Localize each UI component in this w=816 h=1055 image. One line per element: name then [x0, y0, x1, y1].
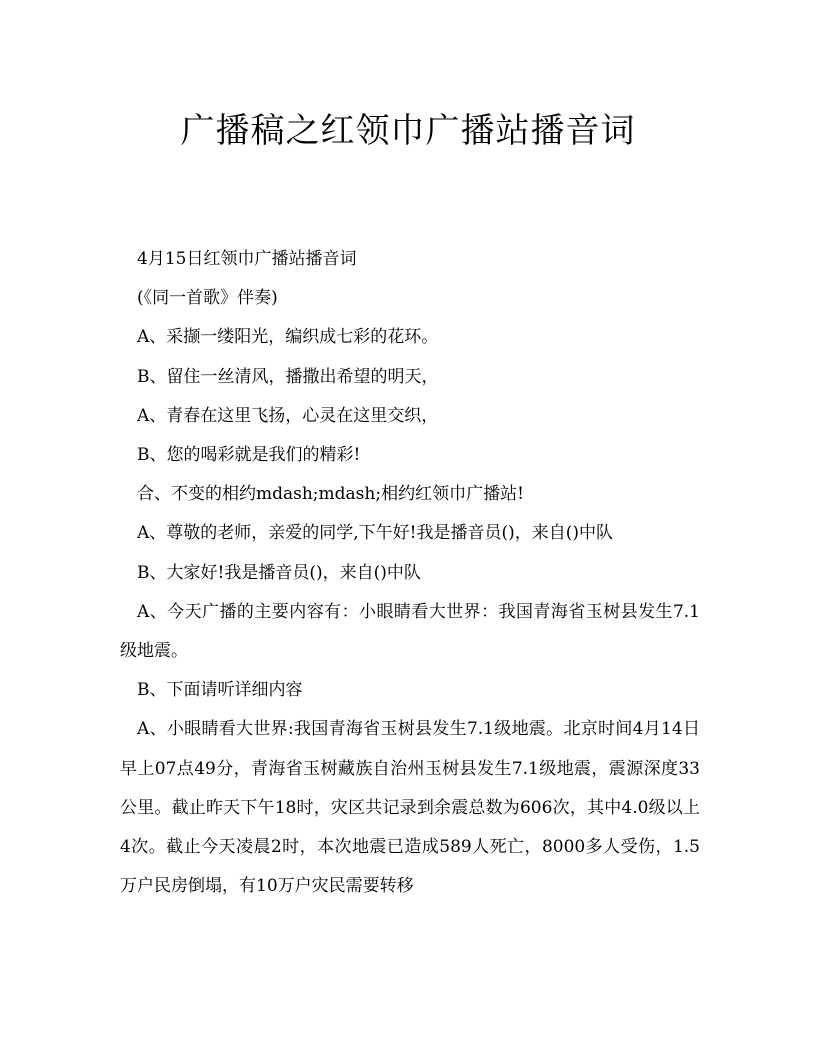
paragraph-line-a2: A、青春在这里飞扬，心灵在这里交织， — [137, 405, 439, 426]
paragraph-music-note: (《同一首歌》伴奏) — [137, 288, 278, 309]
paragraph-greeting-b: B、大家好!我是播音员()，来自()中队 — [137, 562, 421, 583]
paragraph-line-b1: B、留住一丝清风，播撒出希望的明天， — [137, 366, 439, 387]
document-body — [120, 240, 700, 906]
paragraph-line-a1: A、采撷一缕阳光，编织成七彩的花环。 — [137, 327, 439, 348]
paragraph-details-prompt: B、下面请听详细内容 — [137, 680, 303, 701]
paragraph-earthquake-news: A、小眼睛看大世界:我国青海省玉树县发生7.1级地震。北京时间4月14日早上07点49分，青海省玉树藏族自治州玉树县发生7.1级地震，震源深度33公里。截止昨天下午18时，灾区共记录到余震总数为606次，其中4.0级以上4次。截止今天凌晨2时，本次地震已造成589人死亡，8000多人受伤，1.5万户民房倒塌，有10万户灾民需要转移 — [120, 719, 700, 897]
paragraph-line-together: 合、不变的相约mdash;mdash;相约红领巾广播站! — [137, 484, 524, 505]
paragraph-date-heading: 4月15日红领巾广播站播音词 — [137, 249, 357, 269]
document-title: 广播稿之红领巾广播站播音词 — [180, 111, 636, 151]
paragraph-greeting-a: A、尊敬的老师，亲爱的同学,下午好!我是播音员()，来自()中队 — [137, 523, 614, 544]
paragraph-line-b2: B、您的喝彩就是我们的精彩! — [137, 445, 361, 466]
paragraph-content-intro: A、今天广播的主要内容有：小眼睛看大世界：我国青海省玉树县发生7.1级地震。 — [120, 601, 700, 662]
